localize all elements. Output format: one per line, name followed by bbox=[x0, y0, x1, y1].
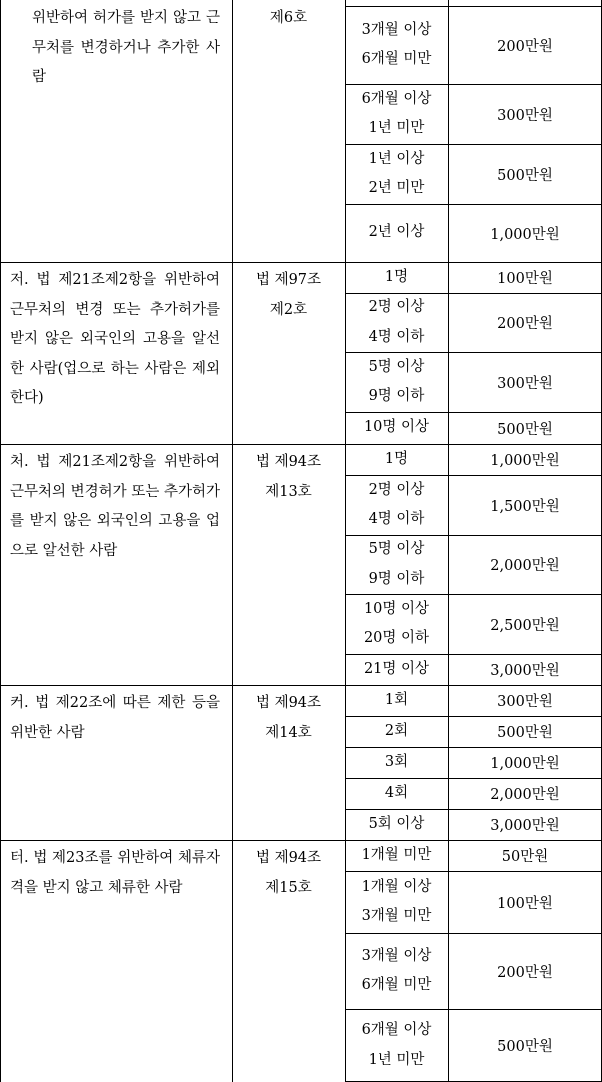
law-cell-pre: 제6호 bbox=[269, 10, 308, 26]
range-cell: 5명 이상 9명 이하 bbox=[368, 358, 425, 404]
amount-cell: 200만원 bbox=[497, 964, 553, 981]
law-cell-cheo: 법 제94조 제13호 bbox=[255, 454, 322, 500]
range-cell: 2회 bbox=[384, 722, 409, 739]
range-cell: 1회 bbox=[384, 691, 409, 708]
amount-cell: 1,000만원 bbox=[490, 226, 560, 243]
amount-cell: 500만원 bbox=[497, 1039, 553, 1055]
violation-text: 위반하여 허가를 받지 않고 근무처를 변경하거나 추가한 사람 bbox=[32, 10, 220, 85]
range-cell: 1명 bbox=[384, 450, 409, 467]
range-cell: 6개월 이상 1년 미만 bbox=[361, 1022, 432, 1068]
range-cell: 5회 이상 bbox=[368, 815, 425, 832]
range-cell: 3개월 이상 6개월 미만 bbox=[361, 21, 432, 67]
range-cell: 2명 이상 4명 이하 bbox=[368, 299, 425, 345]
amount-cell: 100만원 bbox=[497, 271, 553, 287]
range-cell: 2명 이상 4명 이하 bbox=[368, 481, 425, 527]
violation-cell-pre bbox=[0, 0, 232, 262]
violation-text: 터. 법 제23조를 위반하여 체류자격을 받지 않고 체류한 사람 bbox=[10, 850, 220, 896]
amount-cell: 2,000만원 bbox=[490, 558, 560, 574]
range-cell: 3개월 이상 6개월 미만 bbox=[361, 947, 432, 993]
law-cell-jeo: 법 제97조 제2호 bbox=[255, 272, 322, 318]
violation-text: 처. 법 제21조제2항을 위반하여 근무처의 변경허가 또는 추가허가를 받지 않은 외국인의 고용을 업으로 알선한 사람 bbox=[10, 454, 220, 559]
range-cell: 1개월 이상 3개월 미만 bbox=[361, 878, 432, 924]
law-cell-keo: 법 제94조 제14호 bbox=[255, 695, 322, 741]
violation-cell-cheo bbox=[0, 444, 232, 685]
range-cell: 1명 bbox=[384, 268, 409, 285]
amount-cell: 1,000만원 bbox=[490, 453, 560, 469]
amount-cell: 3,000만원 bbox=[490, 663, 560, 679]
amount-cell: 100만원 bbox=[497, 895, 553, 912]
range-cell: 1년 이상 2년 미만 bbox=[368, 150, 425, 196]
range-cell: 10명 이상 bbox=[363, 419, 430, 436]
range-cell: 3회 bbox=[384, 753, 409, 770]
amount-cell: 500만원 bbox=[497, 167, 553, 184]
amount-cell: 1,500만원 bbox=[490, 498, 560, 515]
amount-cell: 200만원 bbox=[497, 38, 553, 55]
amount-cell: 2,000만원 bbox=[490, 787, 560, 803]
range-cell: 1개월 미만 bbox=[361, 846, 432, 863]
amount-cell: 500만원 bbox=[497, 725, 553, 741]
range-cell: 5명 이상 9명 이하 bbox=[368, 541, 425, 587]
violation-text: 커. 법 제22조에 따른 제한 등을 위반한 사람 bbox=[10, 695, 220, 741]
amount-cell: 50만원 bbox=[501, 849, 549, 865]
range-cell: 6개월 이상 1년 미만 bbox=[361, 90, 432, 136]
amount-cell: 500만원 bbox=[497, 421, 553, 438]
amount-cell: 2,500만원 bbox=[490, 617, 560, 634]
amount-cell: 200만원 bbox=[497, 316, 553, 332]
range-cell: 4회 bbox=[384, 784, 409, 801]
violation-cell-jeo bbox=[0, 262, 232, 444]
range-cell: 10명 이상 20명 이하 bbox=[363, 600, 430, 646]
amount-cell: 1,000만원 bbox=[490, 756, 560, 772]
amount-cell: 3,000만원 bbox=[490, 818, 560, 834]
law-cell-teo: 법 제94조 제15호 bbox=[255, 850, 322, 896]
violation-text: 저. 법 제21조제2항을 위반하여 근무처의 변경 또는 추가허가를 받지 않은 외국인의 고용을 알선한 사람(업으로 하는 사람은 제외한다) bbox=[10, 272, 220, 406]
range-cell: 2년 이상 bbox=[368, 224, 425, 241]
range-cell: 21명 이상 bbox=[363, 660, 430, 677]
violation-cell-keo bbox=[0, 685, 232, 840]
violation-cell-teo bbox=[0, 840, 232, 1082]
amount-cell: 300만원 bbox=[497, 107, 553, 124]
amount-cell: 300만원 bbox=[497, 375, 553, 392]
amount-cell: 300만원 bbox=[497, 694, 553, 710]
